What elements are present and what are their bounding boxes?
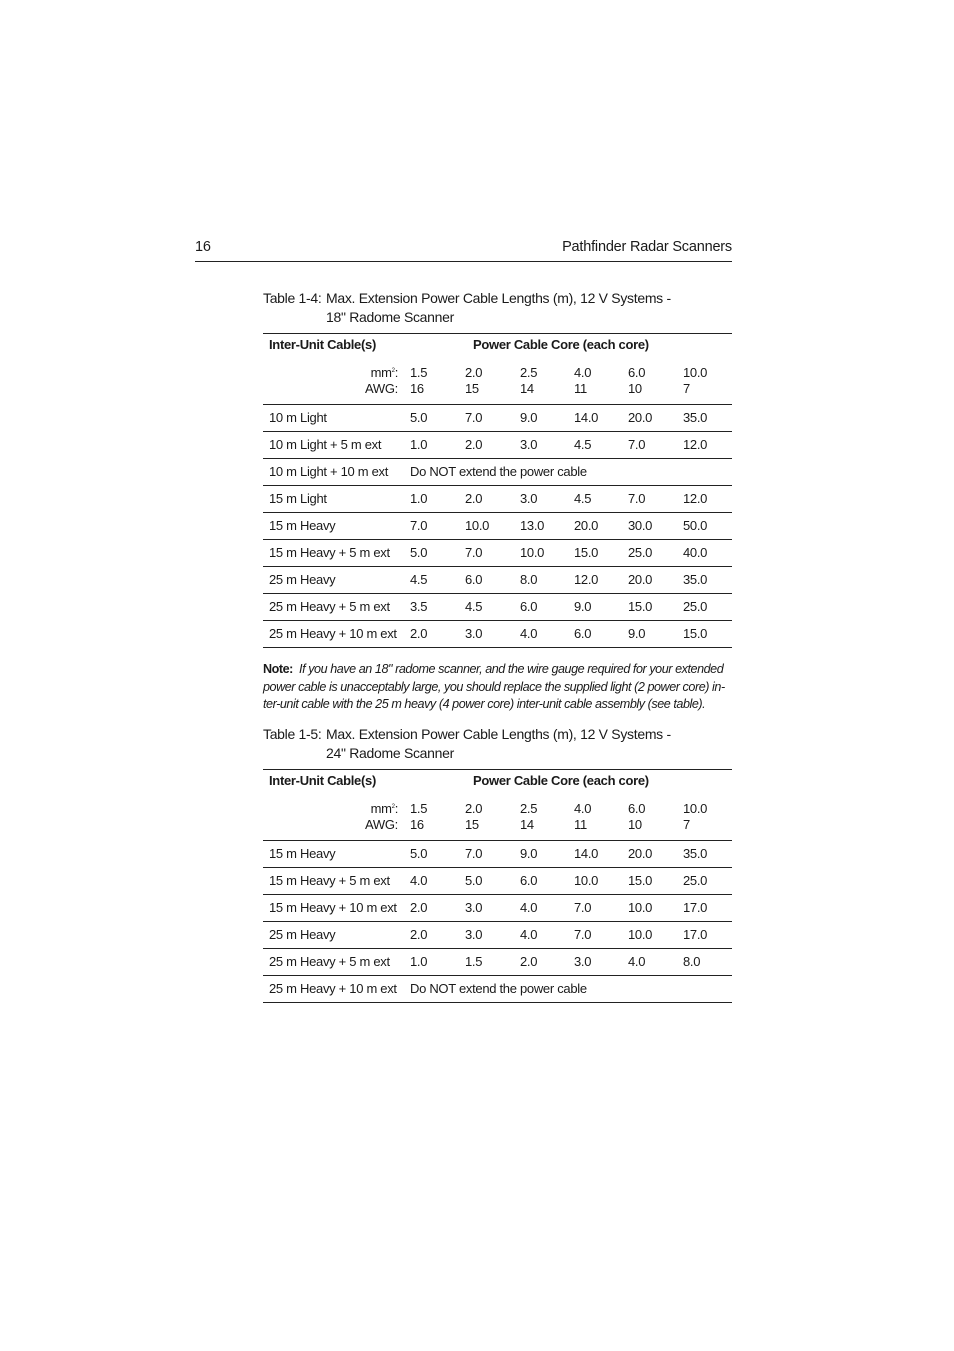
length-value: 5.0 bbox=[410, 545, 428, 560]
length-value: 1.0 bbox=[410, 437, 428, 452]
length-value: 6.0 bbox=[465, 572, 483, 587]
length-value: 15.0 bbox=[628, 873, 653, 888]
cable-name: 25 m Heavy bbox=[269, 927, 336, 942]
length-value: 2.0 bbox=[465, 491, 483, 506]
length-value: 15.0 bbox=[574, 545, 599, 560]
length-value: 12.0 bbox=[683, 437, 708, 452]
table-row bbox=[263, 621, 732, 648]
length-value: 4.0 bbox=[520, 900, 538, 915]
cable-name: 10 m Light + 5 m ext bbox=[269, 437, 382, 452]
awg-value: 11 bbox=[574, 817, 587, 832]
length-value: 2.0 bbox=[520, 954, 538, 969]
cable-name: 25 m Heavy + 5 m ext bbox=[269, 599, 390, 614]
length-value: 15.0 bbox=[683, 626, 708, 641]
length-value: 8.0 bbox=[683, 954, 701, 969]
length-value: 5.0 bbox=[410, 846, 428, 861]
length-value: 7.0 bbox=[465, 846, 483, 861]
length-value: 20.0 bbox=[628, 846, 653, 861]
length-value: 20.0 bbox=[574, 518, 599, 533]
mm-value: 2.0 bbox=[465, 365, 483, 380]
column-header-cable: Inter-Unit Cable(s) bbox=[269, 337, 376, 352]
length-value: 13.0 bbox=[520, 518, 545, 533]
mm-label: $mm^2$: bbox=[370, 801, 398, 816]
awg-value: 16 bbox=[410, 817, 424, 832]
length-value: 40.0 bbox=[683, 545, 708, 560]
length-value: 10.0 bbox=[520, 545, 545, 560]
length-value: 5.0 bbox=[410, 410, 428, 425]
awg-value: 11 bbox=[574, 381, 587, 396]
row-note: Do NOT extend the power cable bbox=[410, 981, 587, 996]
length-value: 15.0 bbox=[628, 599, 653, 614]
mm-label: $mm^2$: bbox=[370, 365, 398, 380]
awg-value: 7 bbox=[683, 817, 690, 832]
table-row bbox=[263, 895, 732, 922]
note-label: Note: bbox=[263, 662, 293, 676]
length-value: 20.0 bbox=[628, 410, 653, 425]
length-value: 9.0 bbox=[520, 410, 538, 425]
cable-name: 15 m Heavy + 5 m ext bbox=[269, 873, 390, 888]
cable-name: 25 m Heavy + 10 m ext bbox=[269, 981, 397, 996]
cable-name: 10 m Light bbox=[269, 410, 327, 425]
column-header-core: Power Cable Core (each core) bbox=[473, 337, 649, 352]
wire-size-row bbox=[263, 356, 732, 405]
book-title: Pathfinder Radar Scanners bbox=[562, 239, 732, 255]
mm-value: 2.5 bbox=[520, 801, 538, 816]
table-row bbox=[263, 513, 732, 540]
length-value: 6.0 bbox=[574, 626, 592, 641]
length-value: 4.5 bbox=[410, 572, 428, 587]
awg-value: 15 bbox=[465, 817, 479, 832]
mm-value: 10.0 bbox=[683, 801, 708, 816]
page-number: 16 bbox=[195, 239, 211, 255]
table-caption-subtitle: 18" Radome Scanner bbox=[326, 309, 454, 325]
awg-label: AWG: bbox=[365, 817, 398, 832]
awg-value: 14 bbox=[520, 817, 534, 832]
mm-value: 10.0 bbox=[683, 365, 708, 380]
mm-value: 2.5 bbox=[520, 365, 538, 380]
length-value: 17.0 bbox=[683, 927, 708, 942]
length-value: 4.0 bbox=[520, 626, 538, 641]
length-value: 1.5 bbox=[465, 954, 483, 969]
awg-value: 16 bbox=[410, 381, 424, 396]
length-value: 10.0 bbox=[574, 873, 599, 888]
length-value: 3.0 bbox=[520, 491, 538, 506]
length-value: 7.0 bbox=[574, 927, 592, 942]
table-row bbox=[263, 949, 732, 976]
length-value: 7.0 bbox=[465, 410, 483, 425]
length-value: 4.0 bbox=[520, 927, 538, 942]
table-row bbox=[263, 841, 732, 868]
length-value: 20.0 bbox=[628, 572, 653, 587]
length-value: 35.0 bbox=[683, 410, 708, 425]
length-value: 2.0 bbox=[410, 927, 428, 942]
length-value: 1.0 bbox=[410, 491, 428, 506]
length-value: 12.0 bbox=[683, 491, 708, 506]
awg-value: 10 bbox=[628, 381, 642, 396]
length-value: 3.0 bbox=[465, 626, 483, 641]
length-value: 35.0 bbox=[683, 572, 708, 587]
length-value: 14.0 bbox=[574, 846, 599, 861]
cable-name: 15 m Heavy + 5 m ext bbox=[269, 545, 390, 560]
cable-name: 15 m Light bbox=[269, 491, 327, 506]
length-value: 25.0 bbox=[683, 873, 708, 888]
mm-value: 6.0 bbox=[628, 365, 646, 380]
table-caption-title: Max. Extension Power Cable Lengths (m), 12 V Systems - bbox=[326, 290, 671, 306]
cable-name: 25 m Heavy bbox=[269, 572, 336, 587]
length-value: 35.0 bbox=[683, 846, 708, 861]
table-row bbox=[263, 405, 732, 432]
length-value: 6.0 bbox=[520, 599, 538, 614]
awg-value: 7 bbox=[683, 381, 690, 396]
length-value: 4.0 bbox=[410, 873, 428, 888]
table-caption-title: Max. Extension Power Cable Lengths (m), 12 V Systems - bbox=[326, 726, 671, 742]
wire-size-row bbox=[263, 792, 732, 841]
mm-value: 6.0 bbox=[628, 801, 646, 816]
length-value: 4.0 bbox=[628, 954, 646, 969]
awg-label: AWG: bbox=[365, 381, 398, 396]
length-value: 14.0 bbox=[574, 410, 599, 425]
length-value: 10.0 bbox=[465, 518, 490, 533]
length-value: 3.5 bbox=[410, 599, 428, 614]
length-value: 10.0 bbox=[628, 927, 653, 942]
table-row bbox=[263, 567, 732, 594]
mm-value: 1.5 bbox=[410, 365, 428, 380]
table-row bbox=[263, 594, 732, 621]
length-value: 5.0 bbox=[465, 873, 483, 888]
length-value: 2.0 bbox=[410, 900, 428, 915]
table-row bbox=[263, 540, 732, 567]
mm-value: 2.0 bbox=[465, 801, 483, 816]
length-value: 7.0 bbox=[574, 900, 592, 915]
mm-value: 4.0 bbox=[574, 365, 592, 380]
length-value: 30.0 bbox=[628, 518, 653, 533]
length-value: 3.0 bbox=[574, 954, 592, 969]
cable-name: 15 m Heavy + 10 m ext bbox=[269, 900, 397, 915]
length-value: 3.0 bbox=[465, 927, 483, 942]
awg-value: 10 bbox=[628, 817, 642, 832]
awg-value: 15 bbox=[465, 381, 479, 396]
length-value: 50.0 bbox=[683, 518, 708, 533]
table-row bbox=[263, 922, 732, 949]
mm-value: 4.0 bbox=[574, 801, 592, 816]
cable-name: 25 m Heavy + 10 m ext bbox=[269, 626, 397, 641]
length-value: 6.0 bbox=[520, 873, 538, 888]
length-value: 7.0 bbox=[628, 491, 646, 506]
table-caption-subtitle: 24" Radome Scanner bbox=[326, 745, 454, 761]
cable-length-table-24in bbox=[263, 769, 732, 1003]
column-header-cable: Inter-Unit Cable(s) bbox=[269, 773, 376, 788]
length-value: 8.0 bbox=[520, 572, 538, 587]
table-row bbox=[263, 459, 732, 486]
length-value: 4.5 bbox=[574, 491, 592, 506]
length-value: 25.0 bbox=[628, 545, 653, 560]
length-value: 4.5 bbox=[574, 437, 592, 452]
length-value: 7.0 bbox=[465, 545, 483, 560]
cable-name: 15 m Heavy bbox=[269, 846, 336, 861]
length-value: 4.5 bbox=[465, 599, 483, 614]
table-row bbox=[263, 432, 732, 459]
length-value: 2.0 bbox=[410, 626, 428, 641]
cable-name: 10 m Light + 10 m ext bbox=[269, 464, 389, 479]
length-value: 10.0 bbox=[628, 900, 653, 915]
note bbox=[263, 661, 738, 714]
length-value: 7.0 bbox=[410, 518, 428, 533]
length-value: 25.0 bbox=[683, 599, 708, 614]
cable-name: 25 m Heavy + 5 m ext bbox=[269, 954, 390, 969]
mm-value: 1.5 bbox=[410, 801, 428, 816]
awg-value: 14 bbox=[520, 381, 534, 396]
length-value: 9.0 bbox=[628, 626, 646, 641]
table-header-row bbox=[263, 769, 732, 792]
cable-length-table-18in bbox=[263, 333, 732, 648]
column-header-core: Power Cable Core (each core) bbox=[473, 773, 649, 788]
length-value: 17.0 bbox=[683, 900, 708, 915]
cable-name: 15 m Heavy bbox=[269, 518, 336, 533]
row-note: Do NOT extend the power cable bbox=[410, 464, 587, 479]
table-caption-label: Table 1-4: bbox=[263, 290, 322, 306]
running-header bbox=[195, 238, 732, 262]
length-value: 2.0 bbox=[465, 437, 483, 452]
length-value: 1.0 bbox=[410, 954, 428, 969]
length-value: 12.0 bbox=[574, 572, 599, 587]
table-row bbox=[263, 868, 732, 895]
table-header-row bbox=[263, 333, 732, 356]
table-caption-label: Table 1-5: bbox=[263, 726, 322, 742]
note-text: If you have an 18" radome scanner, and the wire gauge required for your extended power cable is unacceptably large, you should replace the supplied light (2 power core) in-ter-unit cable with the 25 m heavy (4 power core) inter-unit cable assembly (see table). bbox=[263, 662, 725, 711]
table-row bbox=[263, 486, 732, 513]
length-value: 3.0 bbox=[520, 437, 538, 452]
length-value: 7.0 bbox=[628, 437, 646, 452]
length-value: 9.0 bbox=[520, 846, 538, 861]
length-value: 3.0 bbox=[465, 900, 483, 915]
length-value: 9.0 bbox=[574, 599, 592, 614]
table-row bbox=[263, 976, 732, 1003]
